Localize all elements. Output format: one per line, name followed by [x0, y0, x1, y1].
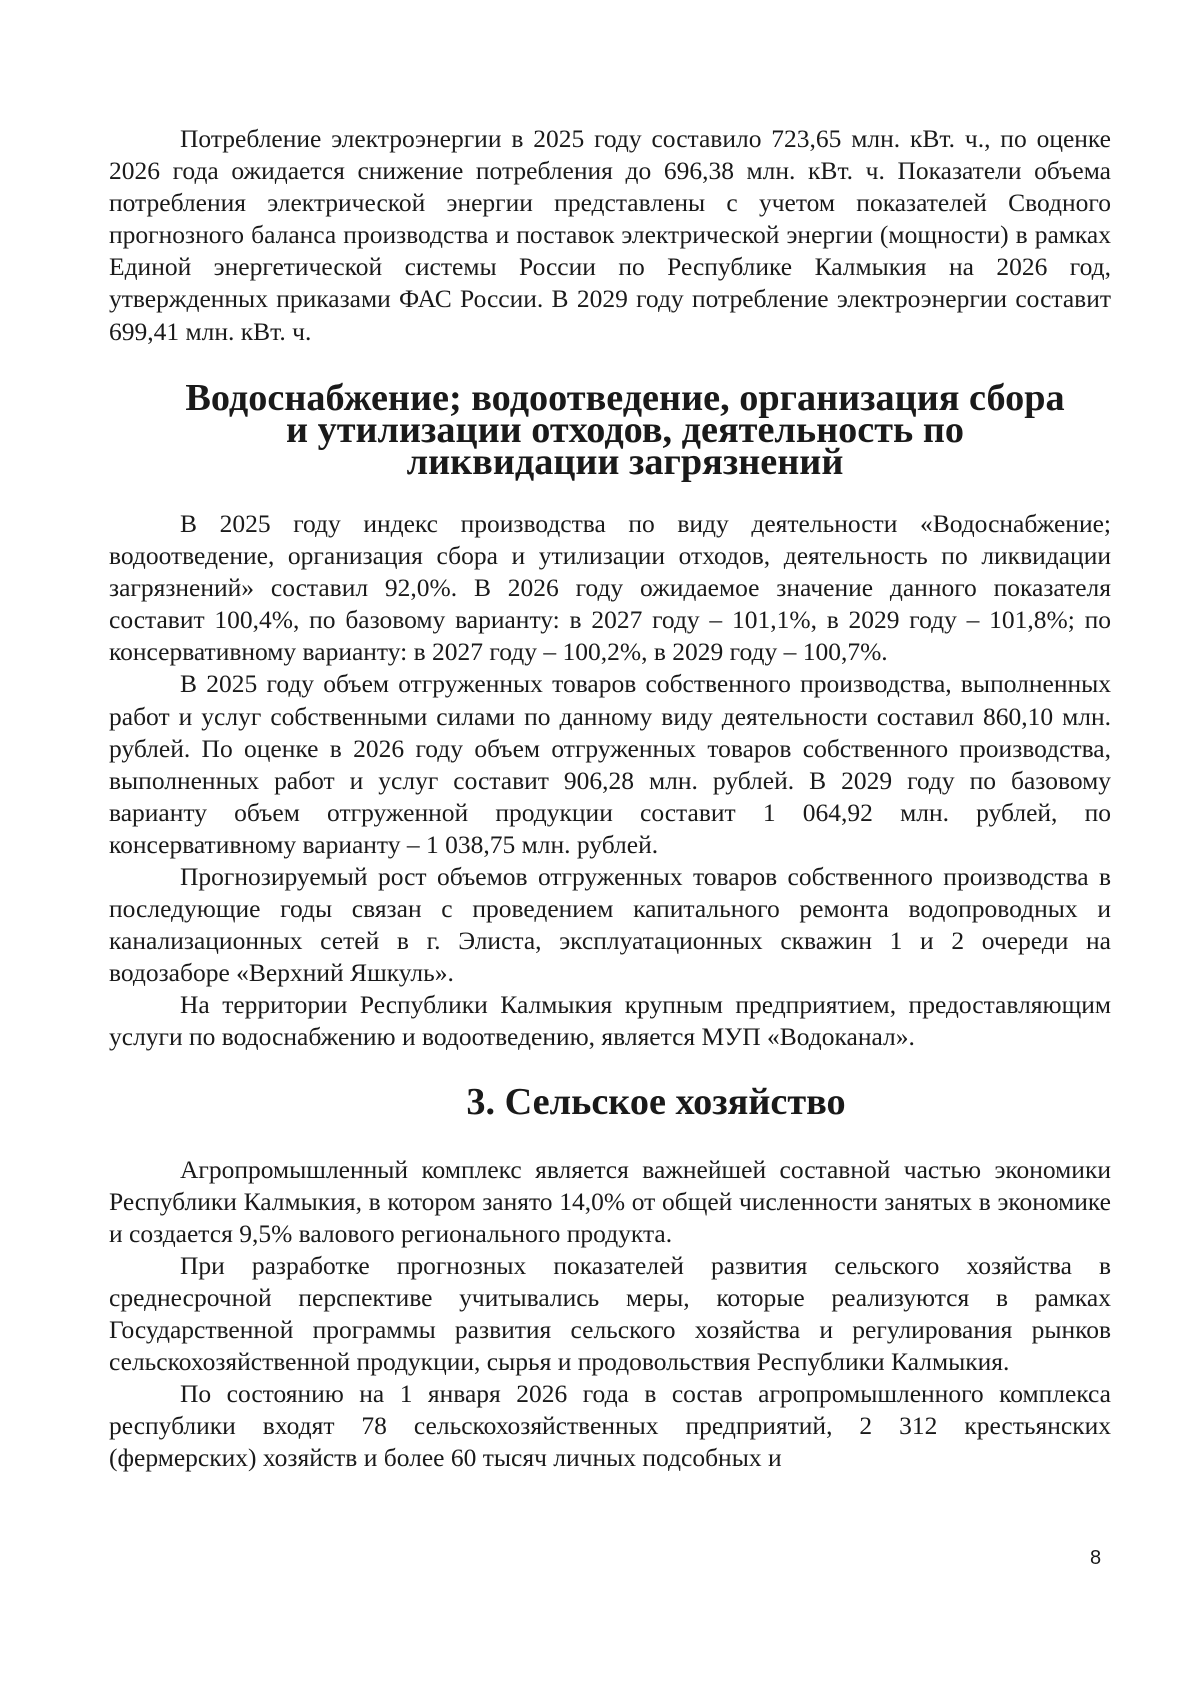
paragraph-agro-state-program: При разработке прогнозных показателей развития сельского хозяйства в среднесрочной перспективе учитывались меры, которые реализуются в рамках Государственной программы развития сельского хозяйства и регулирования рынков сельскохозяйственной продукции, сырья и продовольствия Республики Калмыкия. [109, 1250, 1111, 1377]
page-number: 8 [1090, 1547, 1102, 1569]
paragraph-agro-complex-share: Агропромышленный комплекс является важнейшей составной частью экономики Республики Калмыкия, в котором занято 14,0% от общей численности занятых в экономике и создается 9,5% валового регионального продукта. [109, 1154, 1111, 1248]
section-heading-agriculture: 3. Сельское хозяйство [466, 1080, 846, 1123]
section-heading-water-supply: Водоснабжение; водоотведение, организация сбора и утилизации отходов, деятельность по ликвидации загрязнений [185, 376, 1065, 483]
paragraph-water-production-index: В 2025 году индекс производства по виду деятельности «Водоснабжение; водоотведение, организация сбора и утилизации отходов, деятельность по ликвидации загрязнений» составил 92,0%. В 2026 году ожидаемое значение данного показателя составит 100,4%, по базовому варианту: в 2027 году – 101,1%, в 2029 году – 101,8%; по консервативному варианту: в 2027 году – 100,2%, в 2029 году – 100,7%. [109, 508, 1111, 667]
document-body [109, 123, 1111, 1475]
paragraph-electricity-consumption: Потребление электроэнергии в 2025 году составило 723,65 млн. кВт. ч., по оценке 2026 года ожидается снижение потребления до 696,38 млн. кВт. ч. Показатели объема потребления электрической энергии представлены с учетом показателей Сводного прогнозного баланса производства и поставок электрической энергии (мощности) в рамках Единой энергетической системы России по Республике Калмыкия на 2026 год, утвержденных приказами ФАС России. В 2029 году потребление электроэнергии составит 699,41 млн. кВт. ч. [109, 124, 1111, 346]
paragraph-water-shipped-goods: В 2025 году объем отгруженных товаров собственного производства, выполненных работ и услуг собственными силами по данному виду деятельности составил 860,10 млн. рублей. По оценке в 2026 году объем отгруженных товаров собственного производства, выполненных работ и услуг составит 906,28 млн. рублей. В 2029 году по базовому варианту объем отгруженной продукции составит 1 064,92 млн. рублей, по консервативному варианту – 1 038,75 млн. рублей. [109, 669, 1111, 859]
paragraph-water-main-enterprise: На территории Республики Калмыкия крупным предприятием, предоставляющим услуги по водоснабжению и водоотведению, является МУП «Водоканал». [109, 990, 1111, 1052]
paragraph-water-growth-reasons: Прогнозируемый рост объемов отгруженных товаров собственного производства в последующие годы связан с проведением капитального ремонта водопроводных и канализационных сетей в г. Элиста, эксплуатационных скважин 1 и 2 очереди на водозаборе «Верхний Яшкуль». [109, 861, 1111, 988]
paragraph-agro-enterprises-count: По состоянию на 1 января 2026 года в состав агропромышленного комплекса республики входят 78 сельскохозяйственных предприятий, 2 312 крестьянских (фермерских) хозяйств и более 60 тысяч личных подсобных и [109, 1379, 1111, 1473]
